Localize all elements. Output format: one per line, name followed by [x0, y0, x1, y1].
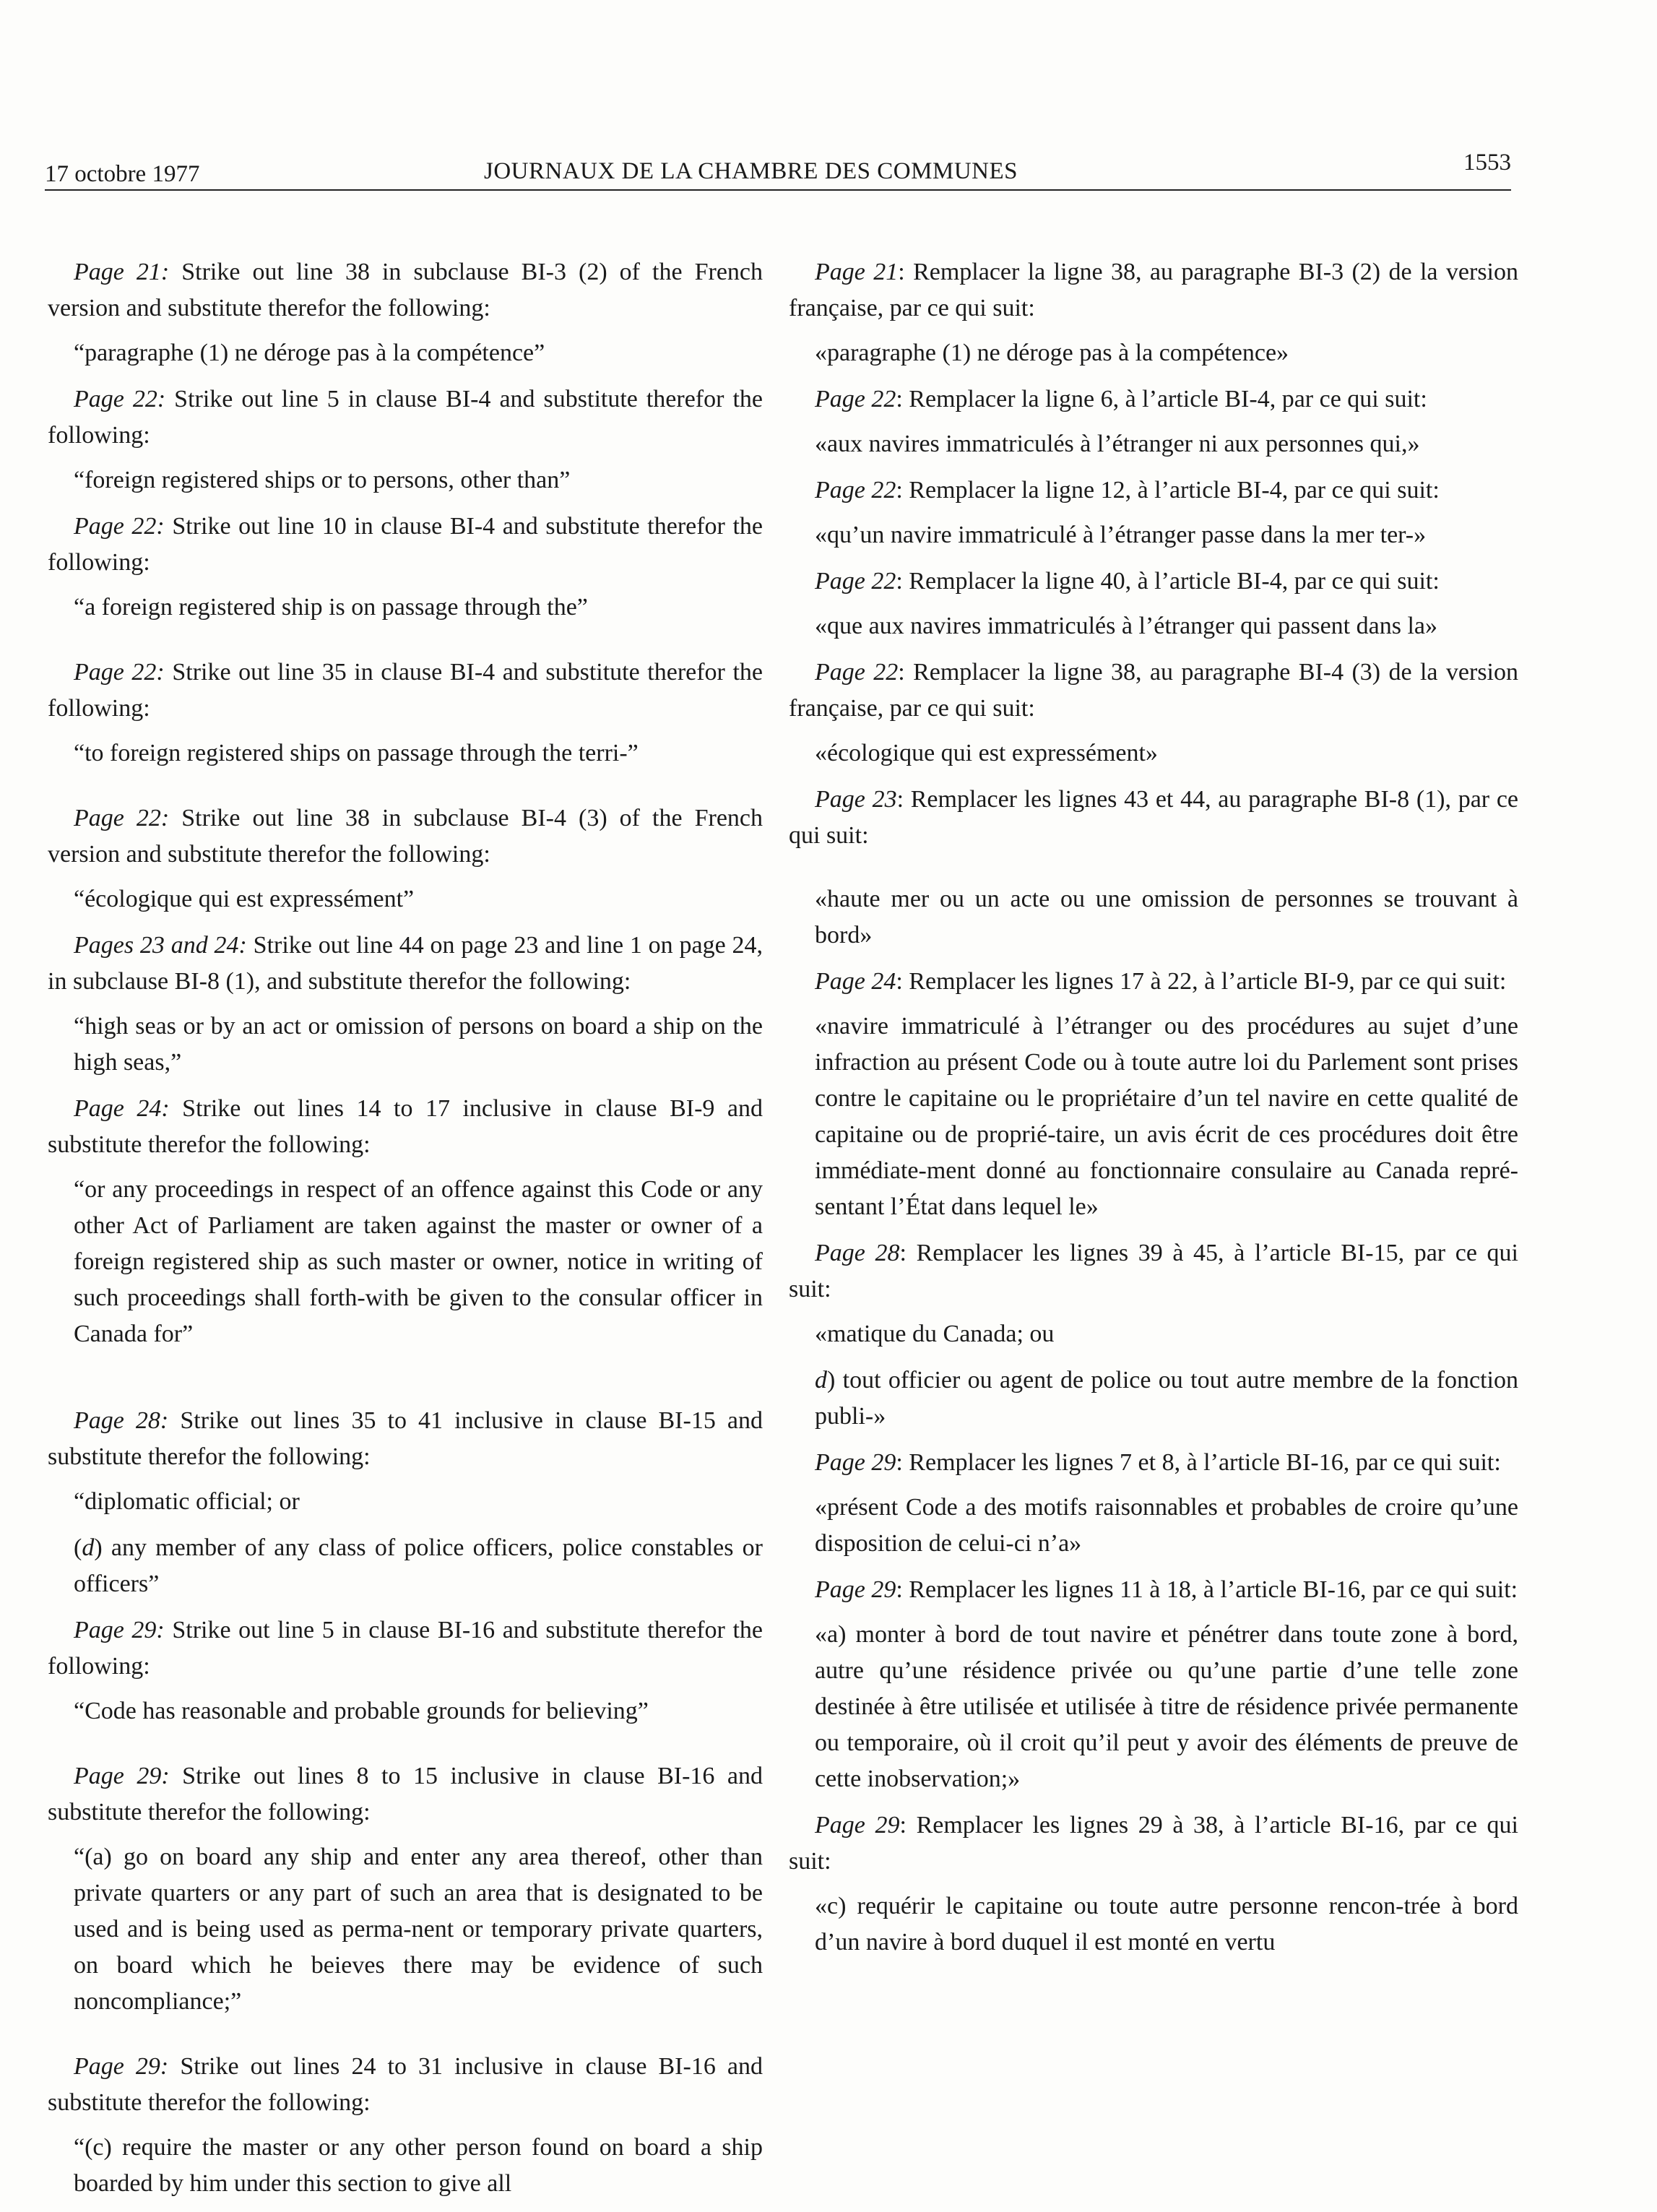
amendment-fr	[789, 654, 1518, 772]
replacement-text: “high seas or by an act or omission of persons on board a ship on the high seas,”	[74, 1013, 763, 1076]
replacement-text: «c) requérir le capitaine ou toute autre personne rencon-trée à bord d’un navire à bord duquel il est monté en vertu	[815, 1893, 1518, 1956]
amendment-en	[48, 1403, 763, 1602]
replacement-text: «que aux navires immatriculés à l’étranger qui passent dans la»	[815, 613, 1437, 639]
amendment-fr	[789, 563, 1518, 644]
replacement-text: “foreign registered ships or to persons, other than”	[74, 467, 571, 493]
amendment-fr	[789, 472, 1518, 553]
page-ref: Page 23	[815, 786, 897, 813]
page-ref: Page 29:	[74, 2053, 169, 2080]
replacement-text-item: d) tout officier ou agent de police ou tout autre membre de la fonction publi-»	[815, 1367, 1518, 1430]
amendment-en	[48, 1612, 763, 1729]
instruction: : Remplacer la ligne 38, au paragraphe BI-4 (3) de la version française, par ce qui suit:	[789, 659, 1518, 722]
instruction: Strike out line 5 in clause BI-4 and substitute therefor the following:	[48, 386, 763, 449]
amendment-en	[48, 1758, 763, 2020]
instruction: : Remplacer les lignes 7 et 8, à l’article BI-16, par ce qui suit:	[896, 1449, 1501, 1476]
page-ref: Page 24:	[74, 1095, 170, 1122]
instruction: Strike out lines 8 to 15 inclusive in clause BI-16 and substitute therefor the following:	[48, 1763, 763, 1826]
amendment-en	[48, 2049, 763, 2202]
page-ref: Page 29	[815, 1576, 896, 1603]
replacement-text-item: (d) any member of any class of police officers, police constables or officers”	[74, 1534, 763, 1597]
page-ref: Page 24	[815, 968, 896, 995]
instruction: : Remplacer les lignes 17 à 22, à l’article BI-9, par ce qui suit:	[896, 968, 1507, 995]
replacement-text: «présent Code a des motifs raisonnables et probables de croire qu’une disposition de celui-ci n’a»	[815, 1494, 1518, 1557]
replacement-text: «écologique qui est expressément»	[815, 740, 1158, 766]
replacement-text: «navire immatriculé à l’étranger ou des procédures au sujet d’une infraction au présent Code ou à toute autre loi du Parlement sont prises contre le capitaine ou le propriétaire d’un tel navire en cette qualité de capitaine ou de proprié-taire, un avis écrit de ces procédures doit être immédiate-ment donné au fonctionnaire consulaire au Canada repré-sentant l’État dans lequel le»	[815, 1013, 1518, 1220]
instruction: : Remplacer les lignes 29 à 38, à l’article BI-16, par ce qui suit:	[789, 1812, 1519, 1875]
header-date: 17 octobre 1977	[45, 161, 200, 187]
amendment-en	[48, 654, 763, 772]
replacement-text: «a) monter à bord de tout navire et pénétrer dans toute zone à bord, autre qu’une résidence privée ou qu’une partie d’une telle zone destinée à être utilisée et utilisée à titre de résidence privée permanente ou temporaire, où il croit qu’il peut y avoir des éléments de preuve de cette inobservation;»	[815, 1621, 1518, 1792]
amendment-fr	[789, 254, 1518, 371]
replacement-text: “(c) require the master or any other person found on board a ship boarded by him under this section to give all	[74, 2134, 763, 2197]
replacement-text: “paragraphe (1) ne déroge pas à la compétence”	[74, 340, 545, 366]
instruction: Strike out line 38 in subclause BI-3 (2) of the French version and substitute therefor the following:	[48, 259, 763, 321]
amendment-en	[48, 1091, 763, 1352]
page-ref: Page 22:	[74, 659, 165, 686]
replacement-text: «matique du Canada; ou	[815, 1321, 1055, 1347]
page-ref: Page 28:	[74, 1407, 169, 1434]
instruction: Strike out lines 14 to 17 inclusive in clause BI-9 and substitute therefor the following:	[48, 1095, 763, 1158]
page-ref: Page 22:	[74, 805, 170, 831]
amendment-fr	[789, 381, 1518, 462]
amendment-fr	[789, 1235, 1518, 1435]
page-ref: Page 29	[815, 1812, 900, 1839]
replacement-text: “(a) go on board any ship and enter any area thereof, other than private quarters or any part of such an area that is designated to be used and is being used as perma-nent or temporary private quarters, on board which he beieves there may be evidence of such noncompliance;”	[74, 1844, 763, 2015]
amendment-fr	[789, 1807, 1518, 1961]
amendment-fr	[789, 964, 1518, 1225]
amendment-en	[48, 928, 763, 1081]
replacement-text: “a foreign registered ship is on passage through the”	[74, 594, 588, 621]
amendment-en	[48, 800, 763, 917]
replacement-text: «haute mer ou un acte ou une omission de personnes se trouvant à bord»	[815, 886, 1518, 949]
amendment-fr	[789, 782, 1518, 954]
page-ref: Page 28	[815, 1240, 900, 1266]
page-ref: Page 22	[815, 568, 896, 595]
page-ref: Page 21	[815, 259, 899, 285]
replacement-text: “or any proceedings in respect of an offence against this Code or any other Act of Parliament are taken against the master or owner of a foreign registered ship as such master or owner, notice in writing of such proceedings shall forth-with be given to the consular officer in Canada for”	[74, 1176, 763, 1347]
page-ref: Page 22	[815, 477, 896, 504]
page-ref: Page 29:	[74, 1617, 165, 1643]
french-column	[789, 254, 1518, 1971]
amendment-fr	[789, 1445, 1518, 1562]
page-ref: Page 22:	[74, 513, 165, 540]
page-ref: Page 22:	[74, 386, 166, 412]
page-ref: Page 29:	[74, 1763, 170, 1789]
instruction: Strike out line 10 in clause BI-4 and substitute therefor the following:	[48, 513, 763, 576]
instruction: : Remplacer la ligne 38, au paragraphe BI-3 (2) de la version française, par ce qui suit:	[789, 259, 1518, 321]
replacement-text: “écologique qui est expressément”	[74, 886, 415, 912]
replacement-text: “Code has reasonable and probable grounds for believing”	[74, 1698, 649, 1724]
page-ref: Page 22	[815, 386, 896, 412]
amendment-fr	[789, 1572, 1518, 1797]
page-ref: Page 21:	[74, 259, 170, 285]
replacement-text: «qu’un navire immatriculé à l’étranger passe dans la mer ter-»	[815, 522, 1427, 548]
instruction: Strike out line 38 in subclause BI-4 (3) of the French version and substitute therefor the following:	[48, 805, 763, 868]
instruction: : Remplacer la ligne 12, à l’article BI-4, par ce qui suit:	[896, 477, 1440, 504]
page-number: 1553	[1463, 150, 1511, 176]
amendment-en	[48, 381, 763, 498]
instruction: Strike out line 5 in clause BI-16 and substitute therefor the following:	[48, 1617, 763, 1680]
page-header	[45, 142, 1511, 191]
instruction: : Remplacer la ligne 40, à l’article BI-4, par ce qui suit:	[896, 568, 1440, 595]
instruction: Strike out lines 35 to 41 inclusive in clause BI-15 and substitute therefor the following:	[48, 1407, 763, 1470]
instruction: : Remplacer les lignes 43 et 44, au paragraphe BI-8 (1), par ce qui suit:	[789, 786, 1518, 849]
amendment-en	[48, 509, 763, 626]
page-ref: Page 29	[815, 1449, 896, 1476]
replacement-text: “to foreign registered ships on passage through the terri-”	[74, 740, 639, 766]
replacement-text: «paragraphe (1) ne déroge pas à la compétence»	[815, 340, 1289, 366]
instruction: : Remplacer les lignes 11 à 18, à l’article BI-16, par ce qui suit:	[896, 1576, 1518, 1603]
page-ref: Page 22	[815, 659, 899, 686]
instruction: : Remplacer la ligne 6, à l’article BI-4, par ce qui suit:	[896, 386, 1427, 412]
replacement-text: «aux navires immatriculés à l’étranger ni aux personnes qui,»	[815, 431, 1420, 457]
replacement-text: “diplomatic official; or	[74, 1488, 300, 1515]
instruction: Strike out line 35 in clause BI-4 and substitute therefor the following:	[48, 659, 763, 722]
page-ref: Pages 23 and 24:	[74, 932, 247, 959]
header-title: JOURNAUX DE LA CHAMBRE DES COMMUNES	[484, 158, 1018, 184]
amendment-en	[48, 254, 763, 371]
instruction: Strike out line 44 on page 23 and line 1 on page 24, in subclause BI-8 (1), and substitute therefor the following:	[48, 932, 763, 995]
instruction: Strike out lines 24 to 31 inclusive in clause BI-16 and substitute therefor the following:	[48, 2053, 763, 2116]
instruction: : Remplacer les lignes 39 à 45, à l’article BI-15, par ce qui suit:	[789, 1240, 1519, 1302]
english-column	[48, 254, 763, 2212]
